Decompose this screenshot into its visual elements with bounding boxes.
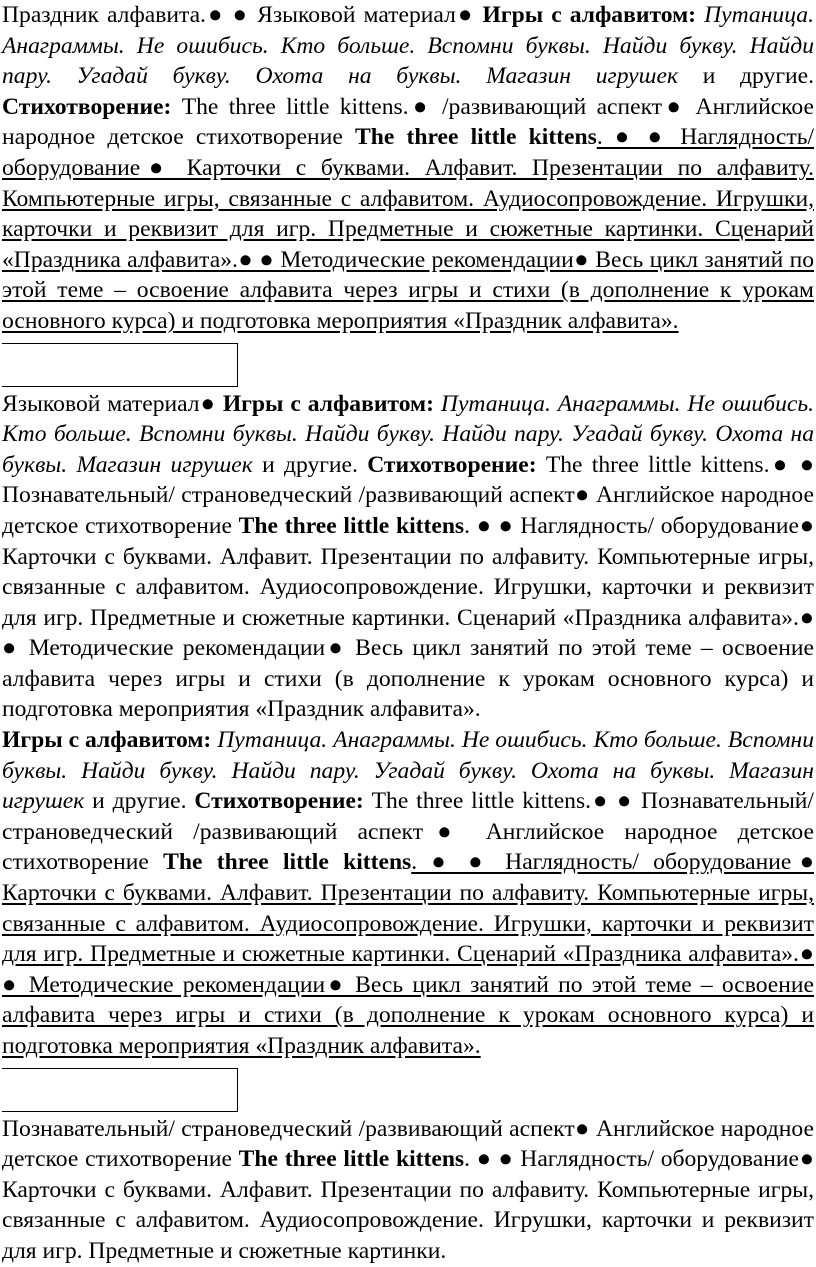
paragraph-2 xyxy=(2,389,814,726)
poem-title: The three little kittens xyxy=(238,512,465,539)
text-run: The three little kittens.● ● Познавательный/ страноведческий /развивающий аспект● Английское народное детское стихотворение xyxy=(2,451,814,539)
games-list: Путаница. Анаграммы. Не ошибись. Кто больше. Вспомни буквы. Найди букву. Найди пару. Угадай букву. Охота на буквы. Магазин игрушек xyxy=(2,2,814,90)
text-run: . ● ● Наглядность/ оборудование● Карточки с буквами. Алфавит. Презентации по алфавиту. Компьютерные игры, связанные с алфавитом. Аудиосопровождение. Игрушки, карточки и реквизит для игр. Предметные и сюжетные картинки. xyxy=(2,1146,814,1264)
heading-poem: Стихотворение: xyxy=(367,451,537,478)
poem-title: The three little kittens xyxy=(238,1146,465,1173)
text-run: и другие. xyxy=(252,451,368,478)
paragraph-4 xyxy=(2,1114,814,1267)
poem-title: The three little kittens xyxy=(163,849,412,876)
poem-title: The three little kittens xyxy=(354,124,597,151)
text-run: The three little kittens.● ● Познавательный/ страноведческий /развивающий аспект● Английское народное детское стихотворение xyxy=(2,788,814,876)
blank-box xyxy=(2,1068,238,1112)
games-list: Путаница. Анаграммы. Не ошибись. Кто больше. Вспомни буквы. Найди букву. Найди пару. Угадай букву. Охота на буквы. Магазин игрушек xyxy=(2,727,814,815)
heading-games: Игры с алфавитом: xyxy=(2,727,212,754)
heading-poem: Стихотворение: xyxy=(2,93,172,120)
text-run: The three little kittens.● /развивающий аспект● Английское народное детское стихотворение xyxy=(2,93,814,151)
text-run xyxy=(434,391,441,417)
text-run: . ● ● Наглядность/ оборудование● Карточки с буквами. Алфавит. Презентации по алфавиту. Компьютерные игры, связанные с алфавитом. Аудиосопровождение. Игрушки, карточки и реквизит для игр. Предметные и сюжетные картинки. Сценарий «Праздника алфавита».● ● Методические рекомендации● Весь цикл занятий по этой теме – освоение алфавита через игры и стихи (в дополнение к урокам основного курса) и подготовка мероприятия «Праздник алфавита». xyxy=(2,512,814,723)
paragraph-3 xyxy=(2,725,814,1062)
text-run: и другие. xyxy=(677,63,814,90)
games-list: Путаница. Анаграммы. Не ошибись. Кто больше. Вспомни буквы. Найди букву. Найди пару. Угадай букву. Охота на буквы. Магазин игрушек xyxy=(2,390,814,478)
text-run: . ● ● Наглядность/ оборудование● Карточки с буквами. Алфавит. Презентации по алфавиту. Компьютерные игры, связанные с алфавитом. Аудиосопровождение. Игрушки, карточки и реквизит для игр. Предметные и сюжетные картинки. Сценарий «Праздника алфавита».● ● Методические рекомендации● Весь цикл занятий по этой теме – освоение алфавита через игры и стихи (в дополнение к урокам основного курса) и подготовка мероприятия «Праздник алфавита». xyxy=(2,124,815,334)
text-run: и другие. xyxy=(84,788,195,815)
heading-games: Игры с алфавитом: xyxy=(222,390,434,417)
text-run: Праздник алфавита.● ● Языковой материал● xyxy=(2,2,483,28)
text-run: Языковой материал● xyxy=(2,390,223,417)
text-run: Познавательный/ страноведческий /развивающий аспект● Английское народное детское стихотворение xyxy=(2,1115,814,1173)
blank-box xyxy=(2,343,238,387)
paragraph-1 xyxy=(2,0,814,337)
heading-poem: Стихотворение: xyxy=(194,788,364,815)
heading-games: Игры с алфавитом: xyxy=(482,2,696,28)
text-run xyxy=(696,2,704,28)
text-run: . ● ● Наглядность/ оборудование● Карточки с буквами. Алфавит. Презентации по алфавиту. Компьютерные игры, связанные с алфавитом. Аудиосопровождение. Игрушки, карточки и реквизит для игр. Предметные и сюжетные картинки. Сценарий «Праздника алфавита».● ● Методические рекомендации● Весь цикл занятий по этой теме – освоение алфавита через игры и стихи (в дополнение к урокам основного курса) и подготовка мероприятия «Праздник алфавита». xyxy=(2,849,814,1059)
